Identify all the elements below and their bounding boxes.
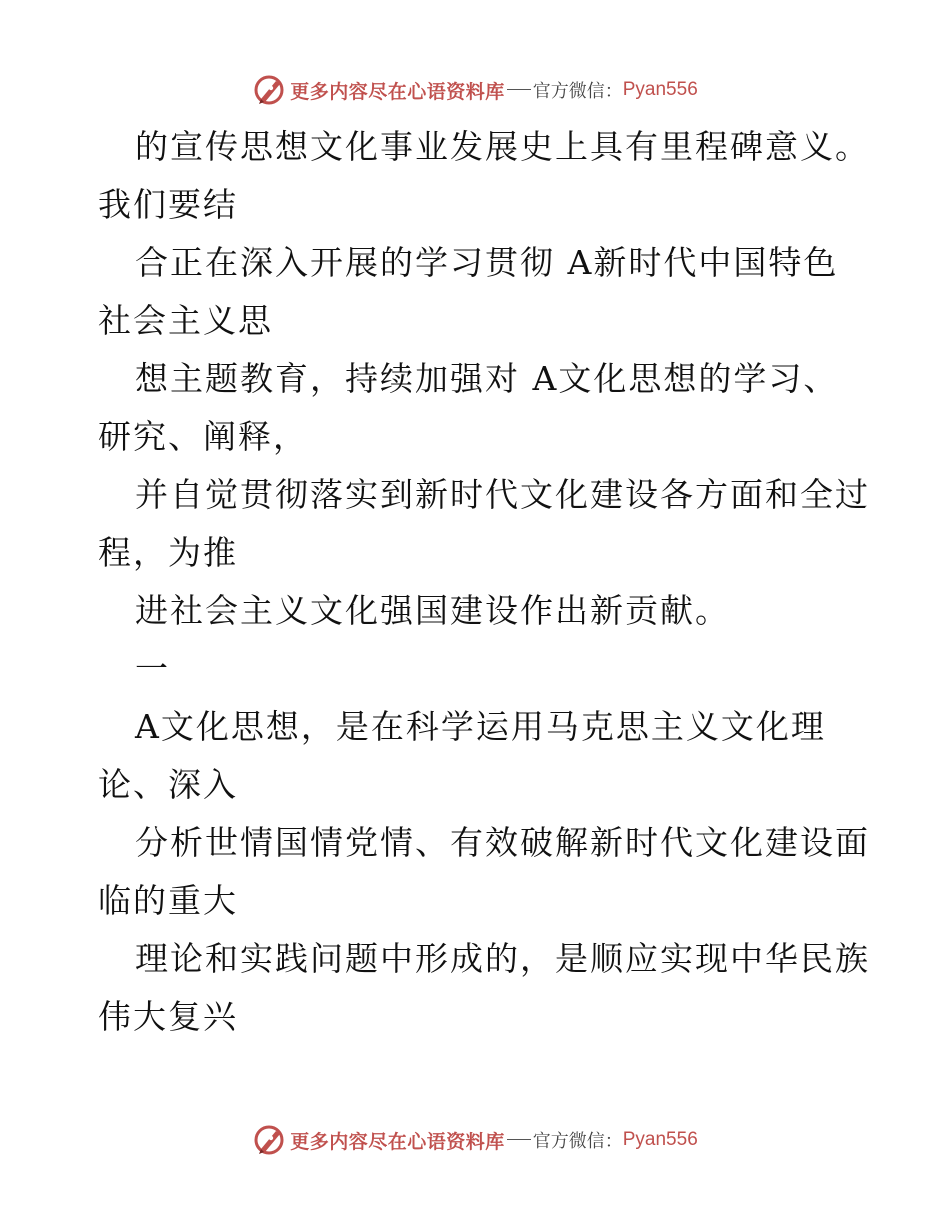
text-line: 的宣传思想文化事业发展史上具有里程碑意义。 (135, 127, 870, 166)
text-line: 理论和实践问题中形成的，是顺应实现中华民族 (135, 939, 870, 978)
text-line: 分析世情国情党情、有效破解新时代文化建设面 (135, 823, 870, 862)
text-line: 伟大复兴 (98, 997, 238, 1036)
text-line: 一 (135, 649, 170, 688)
text-line: 进社会主义文化强国建设作出新贡献。 (135, 591, 730, 630)
banner-dash (507, 89, 531, 90)
document-body (98, 118, 870, 1046)
pen-logo-icon (252, 1123, 286, 1157)
text-line: 合正在深入开展的学习贯彻 A新时代中国特色 (135, 243, 839, 282)
text-line: 并自觉贯彻落实到新时代文化建设各方面和全过 (135, 475, 870, 514)
footer-banner (0, 1120, 950, 1160)
banner-wechat-id: Pyan556 (622, 79, 698, 100)
text-line: 临的重大 (98, 881, 238, 920)
banner-title: 更多内容尽在心语资料库 (290, 80, 505, 103)
banner-wechat-id: Pyan556 (622, 1129, 698, 1150)
text-line: 论、深入 (98, 765, 238, 804)
header-banner (0, 70, 950, 110)
text-line: 想主题教育，持续加强对 A文化思想的学习、 (135, 359, 839, 398)
pen-logo-icon (252, 73, 286, 107)
banner-title: 更多内容尽在心语资料库 (290, 1130, 505, 1153)
banner-wechat-label: 官方微信： (532, 1131, 623, 1152)
text-line: 程，为推 (98, 533, 238, 572)
text-line: 研究、阐释， (98, 417, 308, 456)
banner-wechat-label: 官方微信： (532, 81, 623, 102)
text-line: A文化思想，是在科学运用马克思主义文化理 (135, 707, 826, 746)
text-line: 我们要结 (98, 185, 238, 224)
text-line: 社会主义思 (98, 301, 273, 340)
banner-dash (507, 1139, 531, 1140)
